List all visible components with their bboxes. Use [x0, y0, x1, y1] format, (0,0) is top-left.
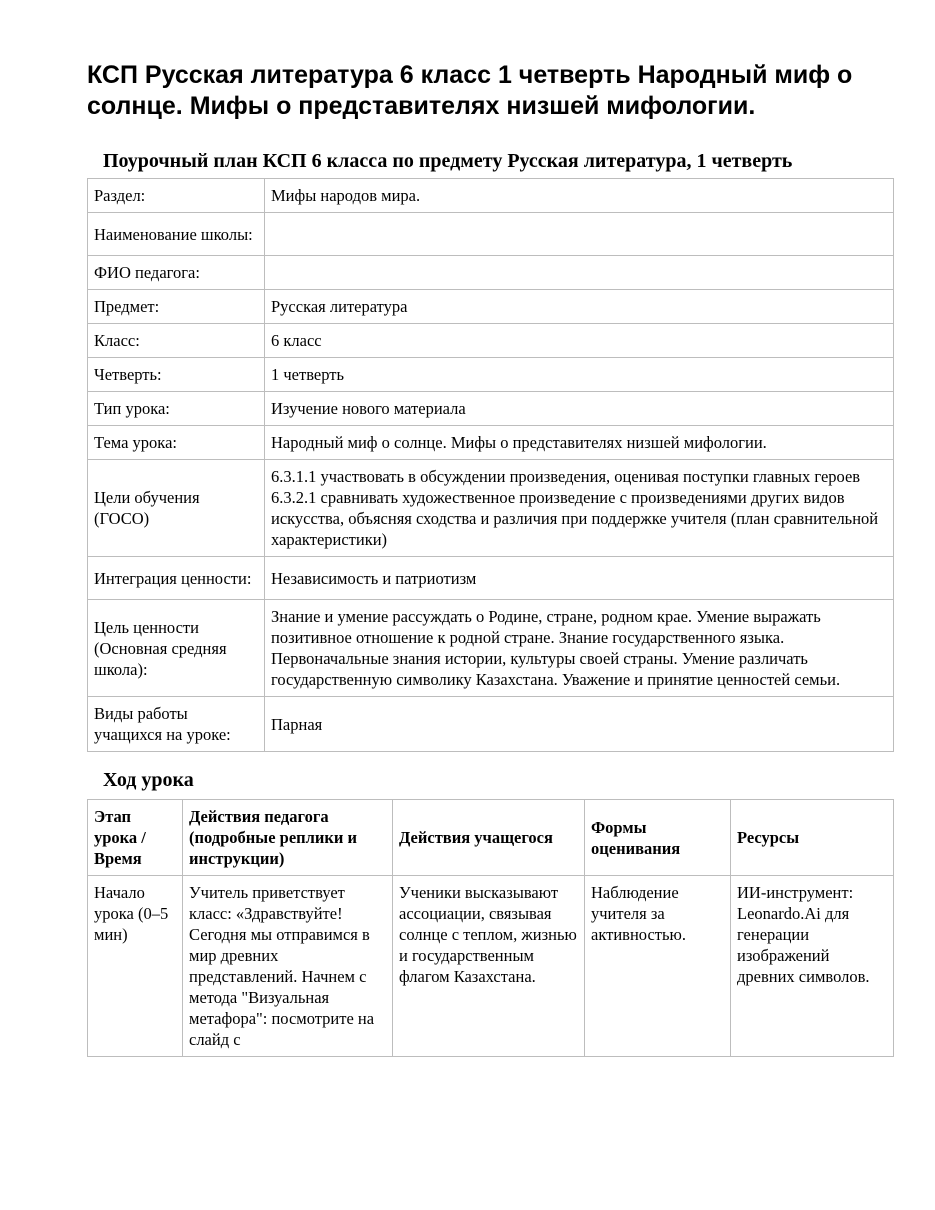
info-value: 1 четверть	[265, 358, 894, 392]
column-header: Действия учащегося	[393, 800, 585, 876]
info-label: Раздел:	[88, 179, 265, 213]
info-row-section	[88, 179, 894, 213]
info-value: Изучение нового материала	[265, 392, 894, 426]
info-row-value-integration	[88, 557, 894, 600]
table-cell: Наблюдение учителя за активностью.	[585, 876, 731, 1057]
info-label: Наименование школы:	[88, 213, 265, 256]
info-value	[265, 256, 894, 290]
table-row	[88, 876, 894, 1057]
info-value: Народный миф о солнце. Мифы о представителях низшей мифологии.	[265, 426, 894, 460]
info-label: Четверть:	[88, 358, 265, 392]
table-cell: Начало урока (0–5 мин)	[88, 876, 183, 1057]
info-value: Мифы народов мира.	[265, 179, 894, 213]
info-row-learning-goals	[88, 460, 894, 557]
document-page	[87, 0, 893, 1057]
info-value: 6.3.1.1 участвовать в обсуждении произведения, оценивая поступки главных героев 6.3.2.1 сравнивать художественное произведение с произведениями других видов искусства, объясняя сходства и различия при поддержке учителя (план сравнительной характеристики)	[265, 460, 894, 557]
plan-heading: Поурочный план КСП 6 класса по предмету Русская литература, 1 четверть	[103, 150, 793, 172]
lesson-flow-table	[87, 799, 894, 1057]
info-label: Интеграция ценности:	[88, 557, 265, 600]
info-label: Тип урока:	[88, 392, 265, 426]
info-label: Цель ценности (Основная средняя школа):	[88, 600, 265, 697]
info-row-topic	[88, 426, 894, 460]
document-title: КСП Русская литература 6 класс 1 четверть Народный миф о солнце. Мифы о представителях низшей мифологии.	[87, 61, 853, 120]
column-header: Этап урока / Время	[88, 800, 183, 876]
lesson-header-row	[88, 800, 894, 876]
info-row-subject	[88, 290, 894, 324]
info-row-lesson-type	[88, 392, 894, 426]
info-label: Тема урока:	[88, 426, 265, 460]
column-header: Формы оценивания	[585, 800, 731, 876]
table-cell: Ученики высказывают ассоциации, связывая солнце с теплом, жизнью и государственным флагом Казахстана.	[393, 876, 585, 1057]
info-value: Парная	[265, 697, 894, 752]
info-row-teacher	[88, 256, 894, 290]
info-label: ФИО педагога:	[88, 256, 265, 290]
info-value	[265, 213, 894, 256]
info-label: Цели обучения (ГОСО)	[88, 460, 265, 557]
info-value: Знание и умение рассуждать о Родине, стране, родном крае. Умение выражать позитивное отношение к родной стране. Знание государственного языка. Первоначальные знания истории, культуры своей страны. Умение различать государственную символику Казахстана. Уважение и принятие ценностей семьи.	[265, 600, 894, 697]
info-value: Русская литература	[265, 290, 894, 324]
info-label: Класс:	[88, 324, 265, 358]
column-header: Ресурсы	[731, 800, 894, 876]
info-value: 6 класс	[265, 324, 894, 358]
column-header: Действия педагога (подробные реплики и инструкции)	[183, 800, 393, 876]
table-cell: Учитель приветствует класс: «Здравствуйте! Сегодня мы отправимся в мир древних представлений. Начнем с метода "Визуальная метафора": посмотрите на слайд с	[183, 876, 393, 1057]
info-row-quarter	[88, 358, 894, 392]
info-label: Виды работы учащихся на уроке:	[88, 697, 265, 752]
info-row-grade	[88, 324, 894, 358]
lesson-info-table	[87, 178, 894, 752]
info-row-school	[88, 213, 894, 256]
table-cell: ИИ-инструмент: Leonardo.Ai для генерации изображений древних символов.	[731, 876, 894, 1057]
info-value: Независимость и патриотизм	[265, 557, 894, 600]
info-row-value-goal	[88, 600, 894, 697]
lesson-heading: Ход урока	[103, 769, 194, 791]
info-row-work-types	[88, 697, 894, 752]
info-label: Предмет:	[88, 290, 265, 324]
